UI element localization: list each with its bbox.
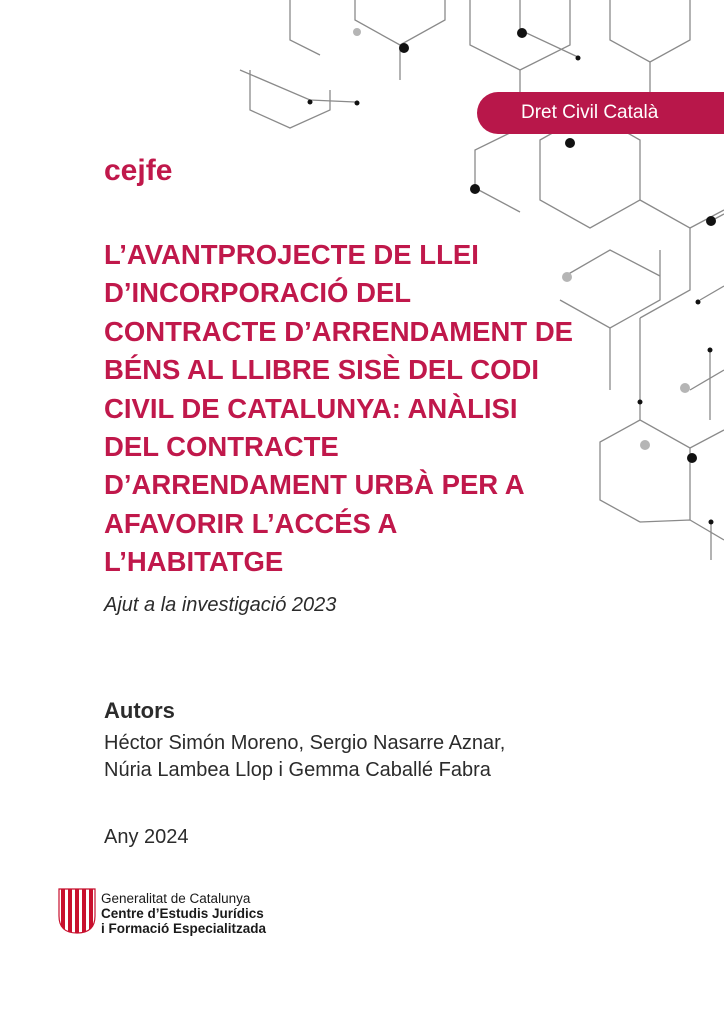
category-badge-label: Dret Civil Català	[521, 102, 659, 123]
institution-line: Generalitat de Catalunya	[101, 891, 251, 906]
document-subtitle: Ajut a la investigació 2023	[104, 594, 337, 616]
title-line: L’HABITATGE	[104, 546, 284, 578]
title-line: D’ARRENDAMENT URBÀ PER A	[104, 469, 525, 501]
title-line: L’AVANTPROJECTE DE LLEI	[104, 239, 479, 270]
institution-name	[101, 891, 266, 936]
title-line: D’INCORPORACIÓ DEL	[104, 277, 412, 309]
institution-line: i Formació Especialitzada	[101, 921, 267, 936]
category-badge	[477, 92, 724, 134]
title-line: BÉNS AL LLIBRE SISÈ DEL CODI	[104, 354, 539, 386]
authors-line: Héctor Simón Moreno, Sergio Nasarre Aznar,	[104, 732, 506, 754]
title-line: CIVIL DE CATALUNYA: ANÀLISI	[104, 392, 518, 424]
authors-list	[104, 730, 505, 784]
title-line: CONTRACTE D’ARRENDAMENT DE	[104, 315, 574, 347]
institution-line: Centre d’Estudis Jurídics	[101, 906, 264, 921]
title-line: DEL CONTRACTE	[104, 431, 339, 463]
title-line: AFAVORIR L’ACCÉS A	[104, 507, 398, 539]
brand-logo-text: cejfe	[104, 154, 173, 187]
document-title	[104, 236, 664, 582]
authors-heading: Autors	[104, 698, 175, 723]
publication-year: Any 2024	[104, 826, 189, 848]
catalan-flag-bars-icon	[58, 888, 96, 934]
authors-line: Núria Lambea Llop i Gemma Caballé Fabra	[104, 759, 491, 781]
